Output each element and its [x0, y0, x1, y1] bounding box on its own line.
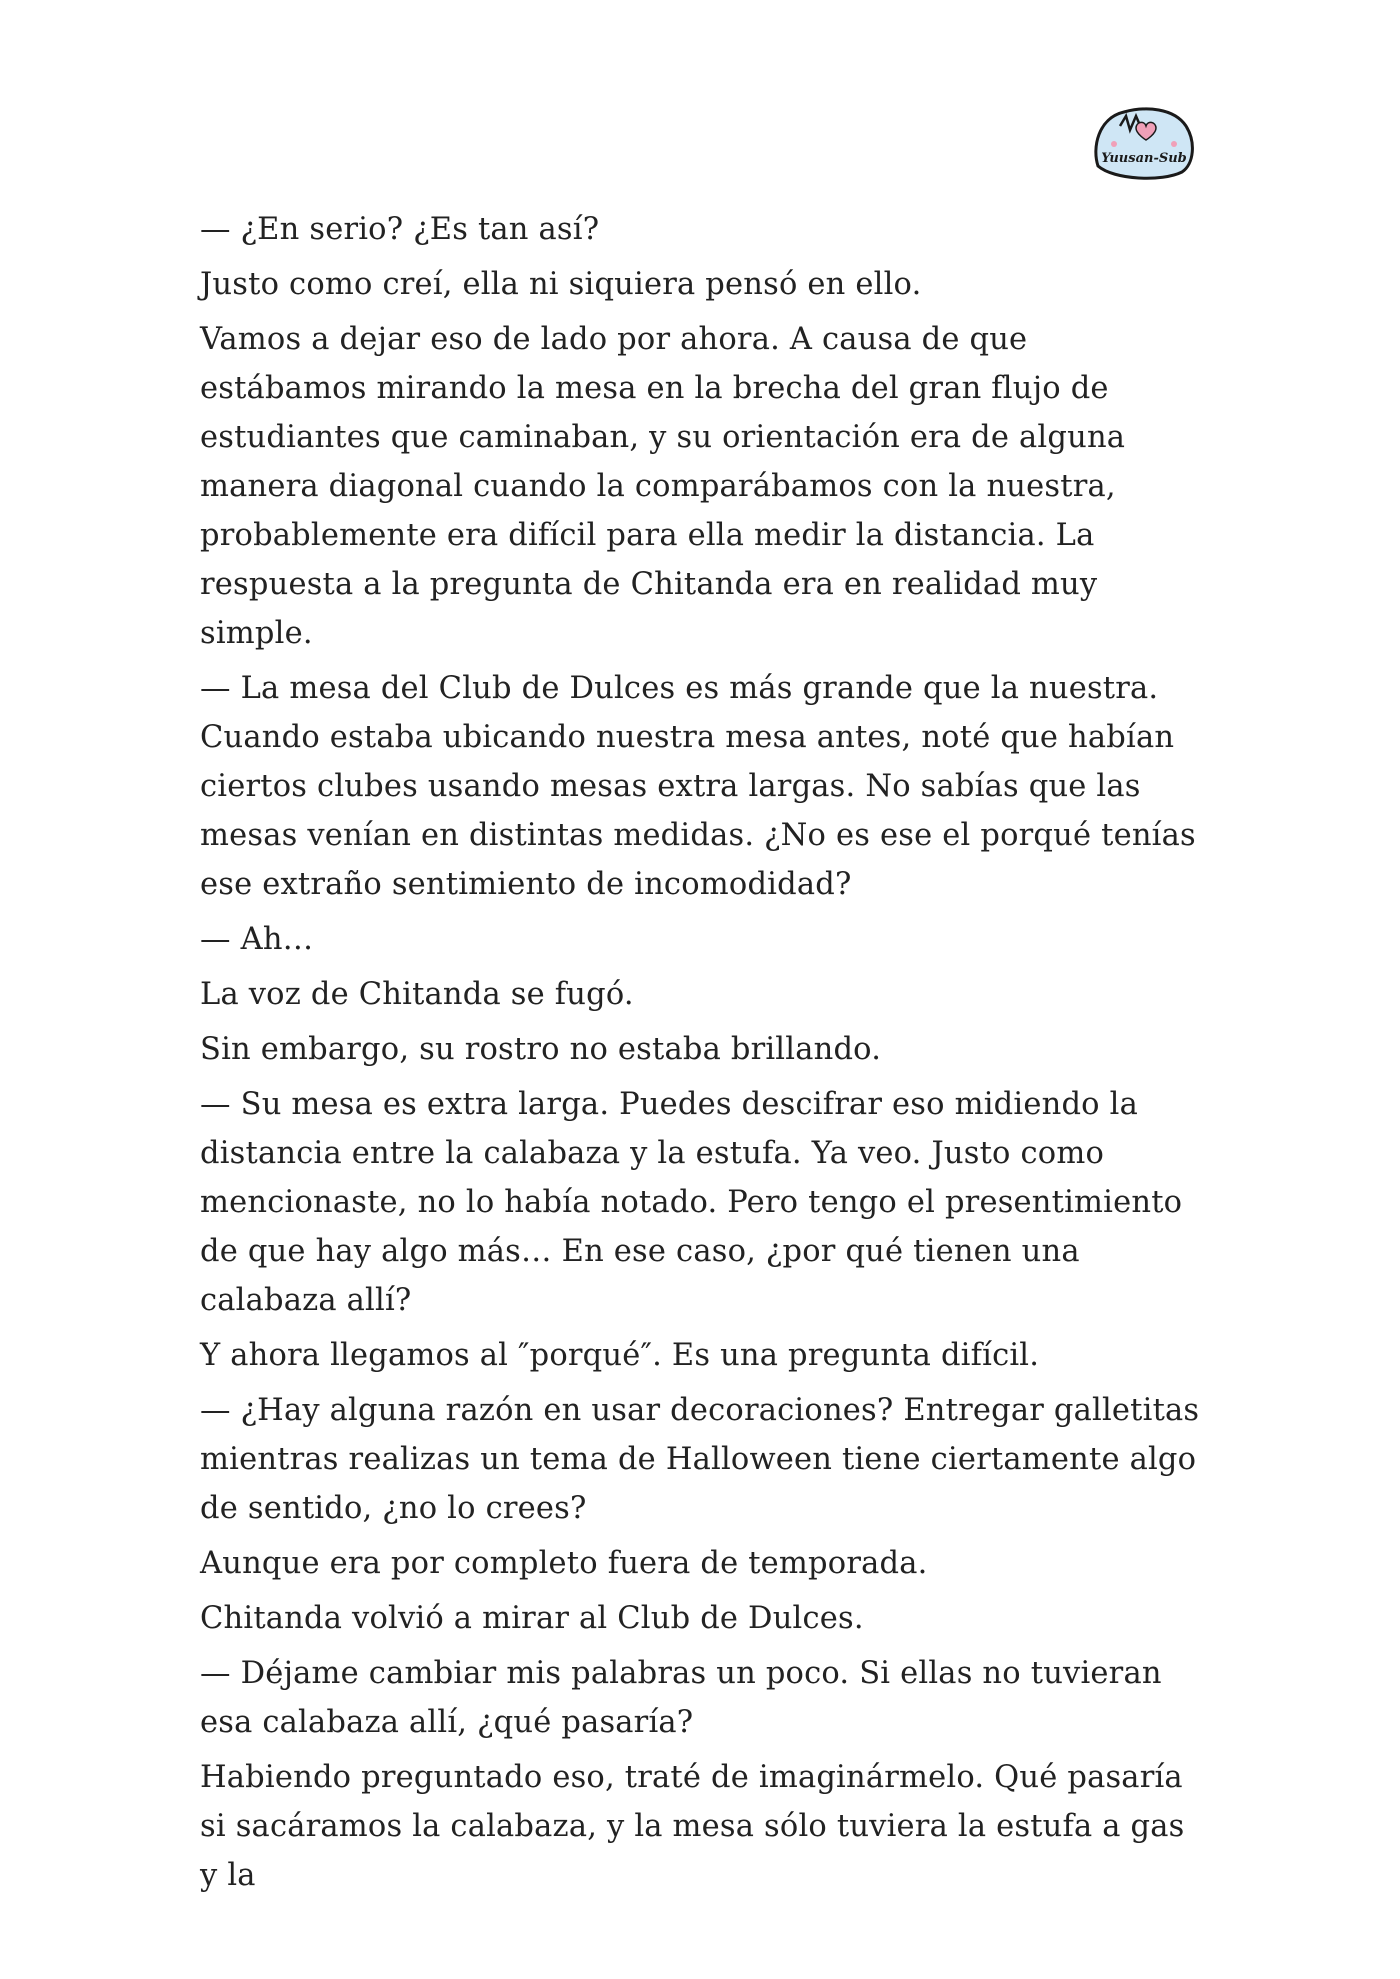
- paragraph: — Su mesa es extra larga. Puedes descifrar eso midiendo la distancia entre la calabaza y la estufa. Ya veo. Justo como mencionaste, no lo había notado. Pero tengo el presentimiento de que hay algo más… En ese caso, ¿por qué tienen una calabaza allí?: [200, 1087, 1183, 1318]
- paragraph: — ¿Hay alguna razón en usar decoraciones? Entregar galletitas mientras realizas un tema de Halloween tiene ciertamente algo de sentido, ¿no lo crees?: [200, 1393, 1200, 1526]
- paragraph: Y ahora llegamos al ″porqué″. Es una pregunta difícil.: [200, 1338, 1040, 1373]
- page-text: [200, 205, 1200, 1906]
- paragraph: Habiendo preguntado eso, traté de imaginármelo. Qué pasaría si sacáramos la calabaza, y la mesa sólo tuviera la estufa a gas y la: [200, 1760, 1185, 1893]
- yuusan-sub-logo: [1090, 104, 1198, 182]
- paragraph: — ¿En serio? ¿Es tan así?: [200, 212, 600, 247]
- paragraph: — La mesa del Club de Dulces es más grande que la nuestra. Cuando estaba ubicando nuestra mesa antes, noté que habían ciertos clubes usando mesas extra largas. No sabías que las mesas venían en distintas medidas. ¿No es ese el porqué tenías ese extraño sentimiento de incomodidad?: [200, 671, 1196, 902]
- logo-badge-icon: [1090, 104, 1198, 182]
- paragraph: La voz de Chitanda se fugó.: [200, 977, 634, 1012]
- paragraph: Chitanda volvió a mirar al Club de Dulces.: [200, 1601, 864, 1636]
- paragraph: Sin embargo, su rostro no estaba brillando.: [200, 1032, 882, 1067]
- paragraph: Aunque era por completo fuera de temporada.: [200, 1546, 928, 1581]
- svg-text:Yuusan-Sub: Yuusan-Sub: [1101, 151, 1187, 166]
- paragraph: — Déjame cambiar mis palabras un poco. Si ellas no tuvieran esa calabaza allí, ¿qué pasaría?: [200, 1656, 1162, 1740]
- paragraph: — Ah…: [200, 922, 314, 957]
- paragraph: Justo como creí, ella ni siquiera pensó en ello.: [200, 267, 922, 302]
- paragraph: Vamos a dejar eso de lado por ahora. A causa de que estábamos mirando la mesa en la brecha del gran flujo de estudiantes que caminaban, y su orientación era de alguna manera diagonal cuando la comparábamos con la nuestra, probablemente era difícil para ella medir la distancia. La respuesta a la pregunta de Chitanda era en realidad muy simple.: [200, 322, 1126, 651]
